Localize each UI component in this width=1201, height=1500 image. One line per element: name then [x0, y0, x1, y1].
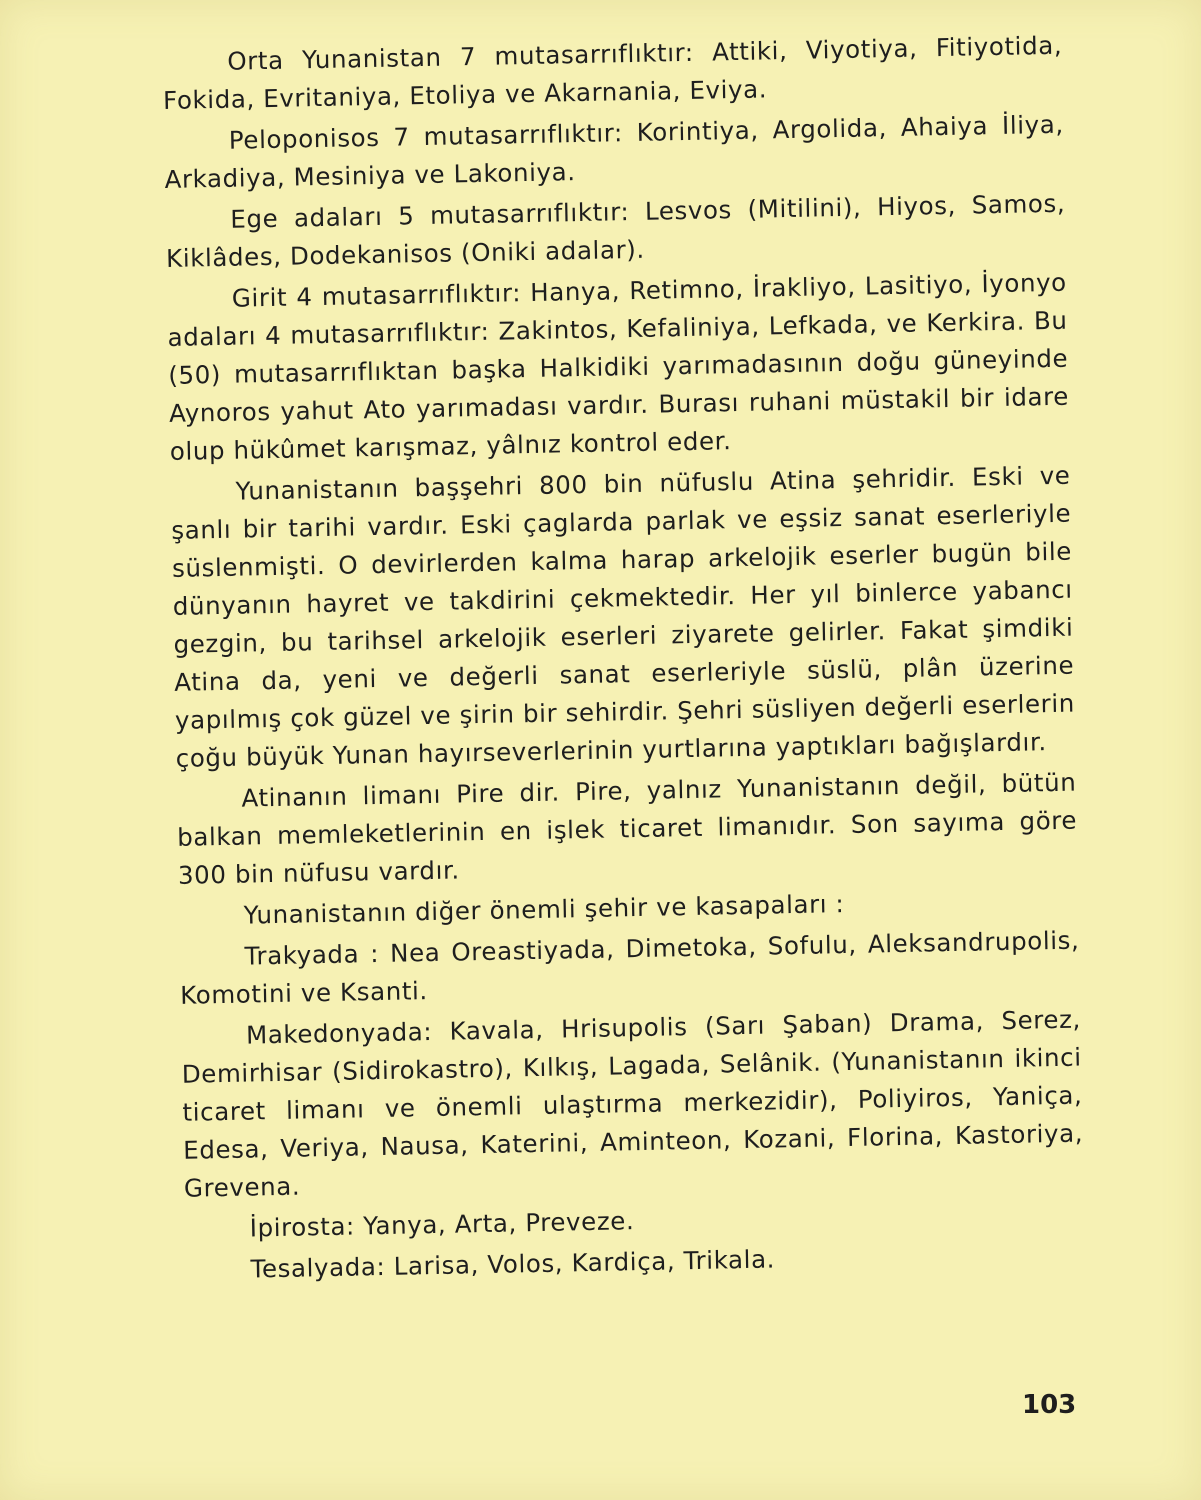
paragraph-thessaly: Tesalyada: Larisa, Volos, Kardiça, Trikala.	[250, 1244, 776, 1284]
paragraph-central-greece: Orta Yunanistan 7 mutasarrıflıktır: Attiki, Viyotiya, Fitiyotida, Fokida, Evritaniya, Etoliya ve Akarnania, Eviya.	[162, 30, 1063, 115]
paragraph-crete-ionian: Girit 4 mutasarrıflıktır: Hanya, Retimno, İrakliyo, Lasitiyo, İyonyo adaları 4 mutasarrıflıktır: Zakintos, Kefaliniya, Lefkada, ve Kerkira. Bu (50) mutasarrıflıktan başka Halkidiki yarımadasının doğu güneyinde Aynoros yahut Ato yarımadası vardır. Burası ruhani müstakil bir idare olup hükûmet karışmaz, yâlnız kontrol eder.	[167, 267, 1070, 466]
paragraph-aegean-islands: Ege adaları 5 mutasarrıflıktır: Lesvos (Mitilini), Hiyos, Samos, Kiklâdes, Dodekanisos (Oniki adalar).	[165, 188, 1066, 273]
paragraph-macedonia: Makedonyada: Kavala, Hrisupolis (Sarı Şaban) Drama, Serez, Demirhisar (Sidirokastro), Kılkış, Lagada, Selânik. (Yunanistanın ikinci ticaret limanı ve önemli ulaştırma merkezidir), Poliyiros, Yaniça, Edesa, Veriya, Nausa, Katerini, Aminteon, Kozani, Florina, Kastoriya, Grevena.	[181, 1004, 1084, 1203]
paragraph-piraeus: Atinanın limanı Pire dir. Pire, yalnız Yunanistanın değil, bütün balkan memleketlerinin en işlek ticaret limanıdır. Son sayıma göre 300 bin nüfusu vardır.	[176, 767, 1078, 890]
paragraph-epirus: İpirosta: Yanya, Arta, Preveze.	[249, 1206, 635, 1243]
paragraph-peloponnese: Peloponisos 7 mutasarrıflıktır: Korintiya, Argolida, Ahaiya İliya, Arkadiya, Mesiniya ve Lakoniya.	[164, 109, 1064, 194]
paragraph-athens: Yunanistanın başşehri 800 bin nüfuslu Atina şehridir. Eski ve şanlı bir tarihi vardır. Eski çaglarda parlak ve eşsiz sanat eserleriyle süslenmişti. O devirlerden kalma harap arkelojik eserler bugün bile dünyanın hayret ve takdirini çekmektedir. Her yıl binlerce yabancı gezgin, bu tarihsel arkelojik eserleri ziyarete gelirler. Fakat şimdiki Atina da, yeni ve değerli sanat eserleriyle süslü, plân üzerine yapılmış çok güzel ve şirin bir sehirdir. Şehri süsliyen değerli eserlerin çoğu büyük Yunan hayırseverlerinin yurtlarına yaptıkları bağışlardır.	[171, 460, 1076, 773]
paragraph-thrace: Trakyada : Nea Oreastiyada, Dimetoka, Sofulu, Aleksandrupolis, Komotini ve Ksanti.	[179, 925, 1080, 1010]
page-number: 103	[1022, 1390, 1077, 1420]
paragraph-other-cities-heading: Yunanistanın diğer önemli şehir ve kasapaları :	[243, 889, 845, 930]
body-text	[162, 27, 1086, 1293]
